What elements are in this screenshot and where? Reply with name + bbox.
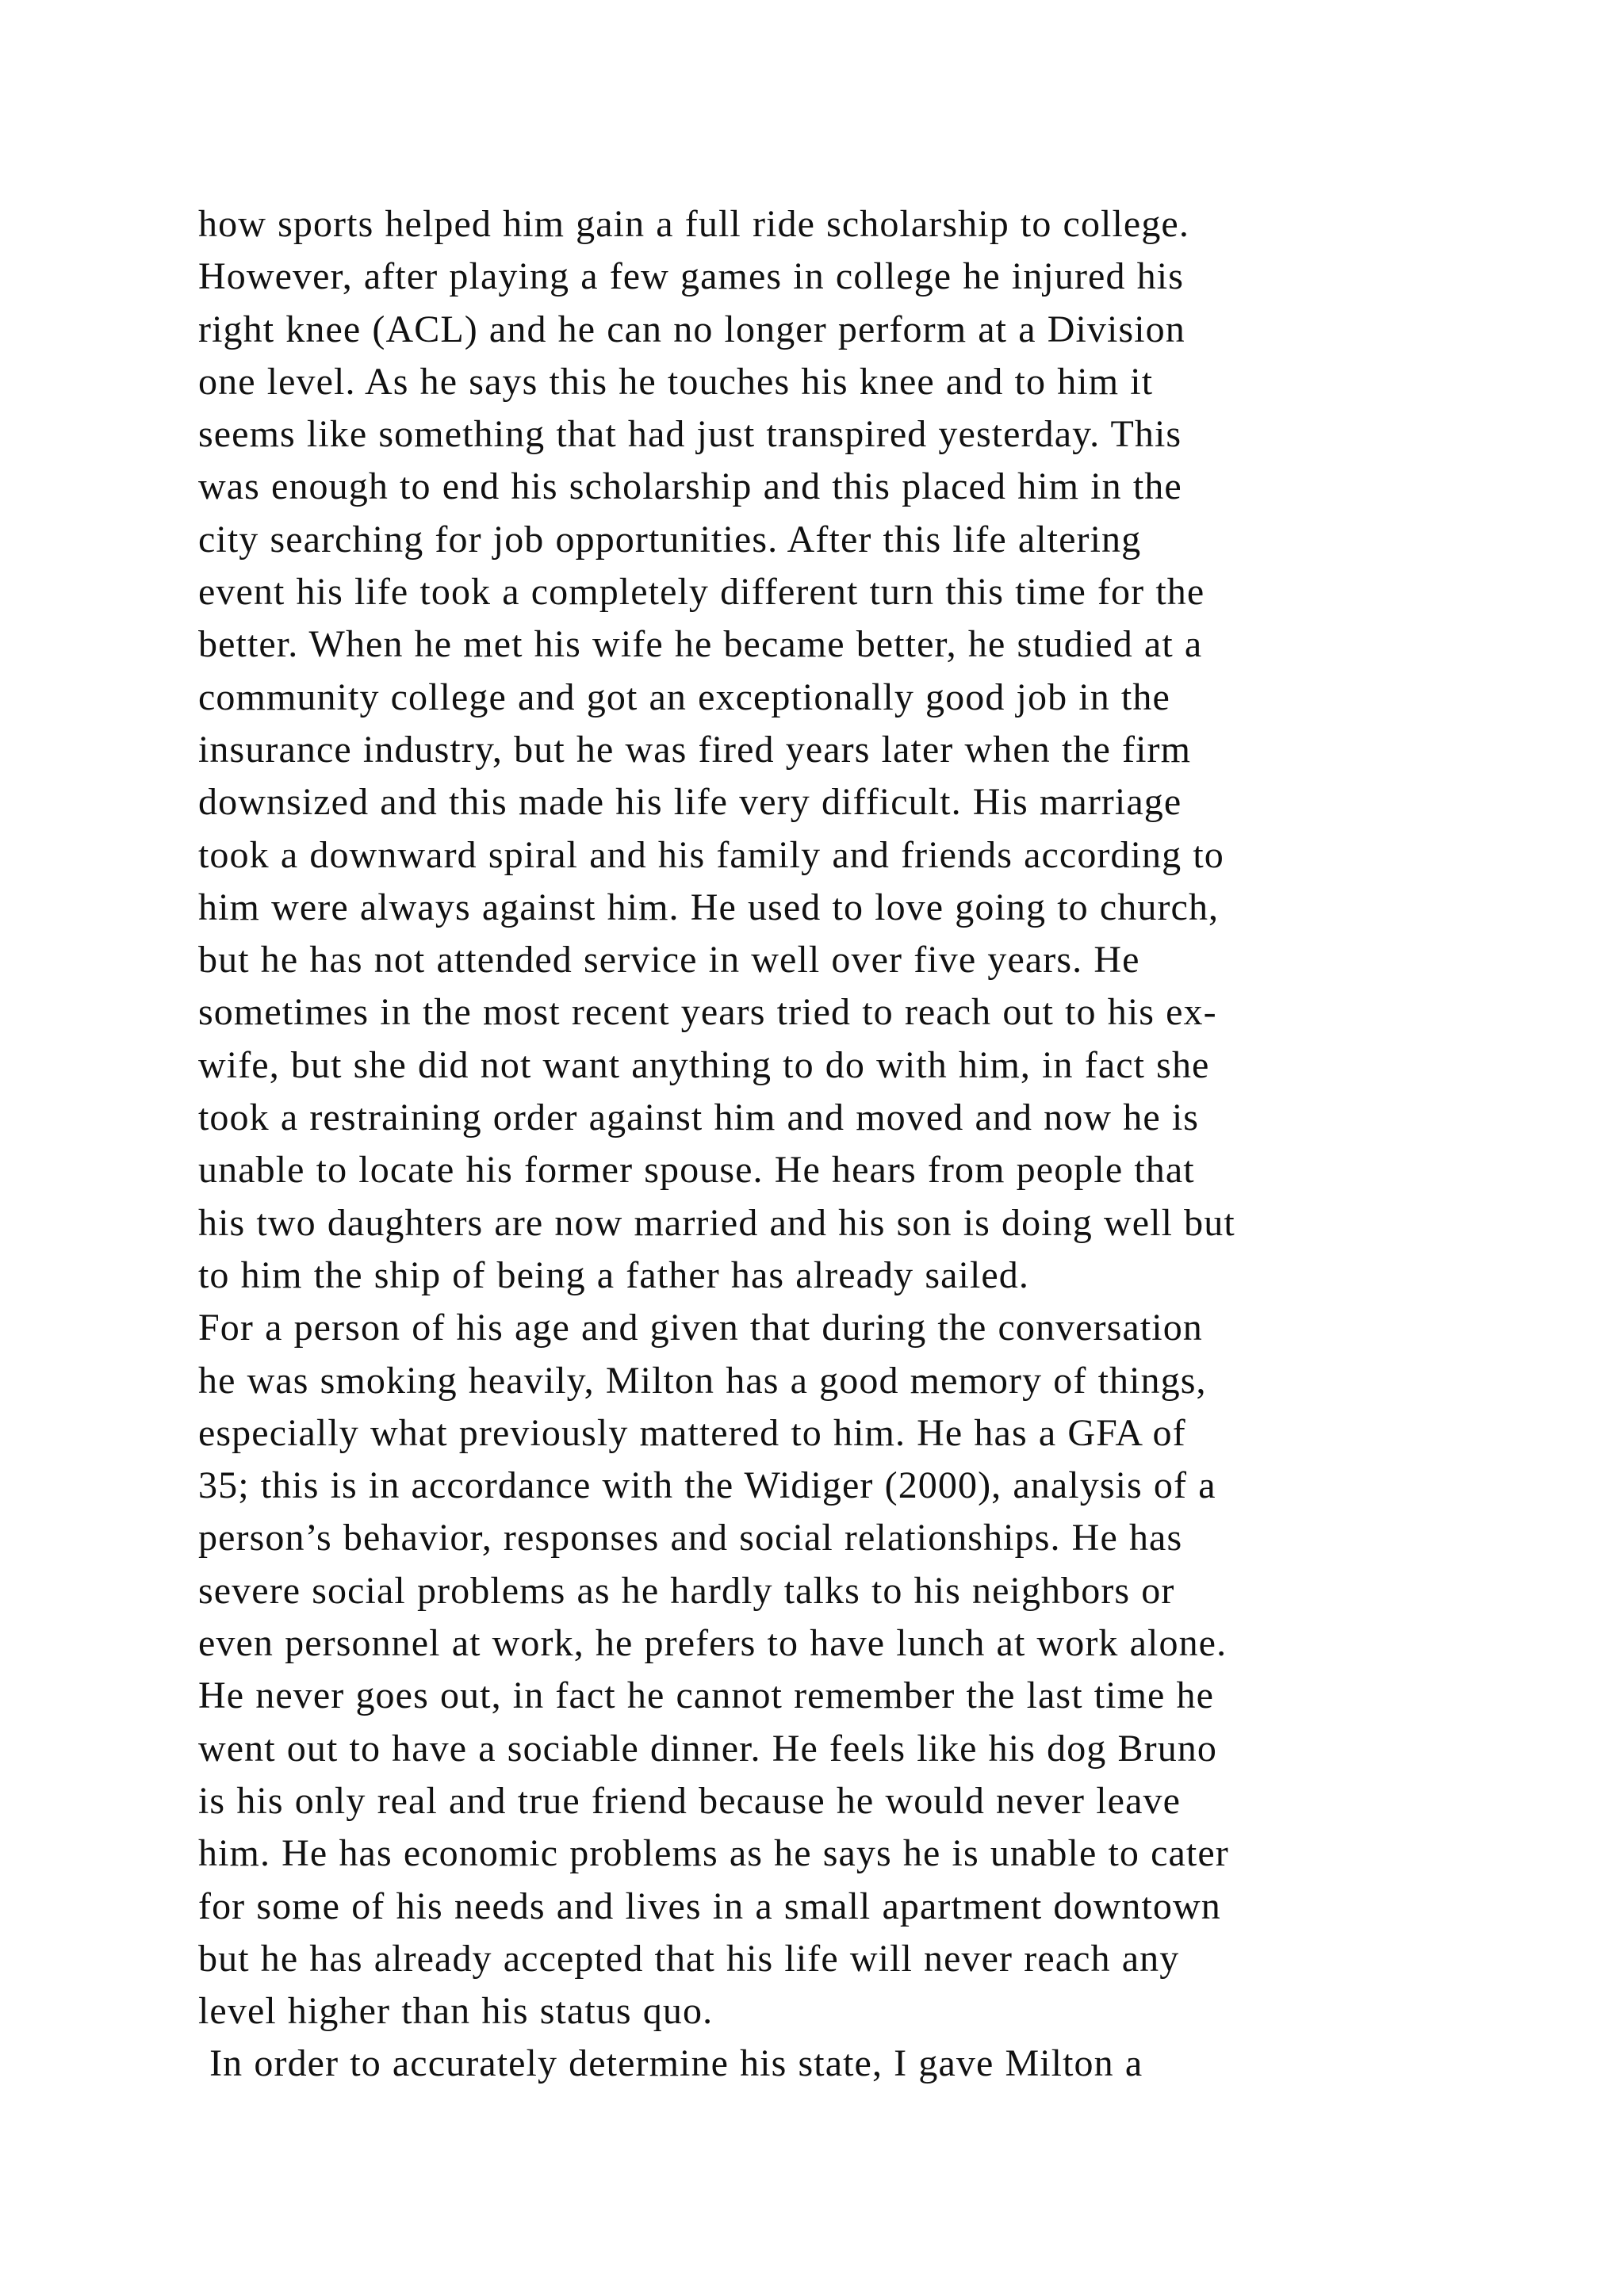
text-line: is his only real and true friend because he would never leave xyxy=(198,1779,1181,1822)
text-line: level higher than his status quo. xyxy=(198,1990,714,2033)
text-line: city searching for job opportunities. After this life altering xyxy=(198,518,1142,561)
text-line: wife, but she did not want anything to do with him, in fact she xyxy=(198,1043,1210,1086)
text-line: took a downward spiral and his family and friends according to xyxy=(198,833,1224,876)
text-line: especially what previously mattered to him. He has a GFA of xyxy=(198,1411,1186,1454)
text-line: community college and got an exceptionally good job in the xyxy=(198,675,1170,718)
text-line: to him the ship of being a father has already sailed. xyxy=(198,1253,1029,1296)
text-line: In order to accurately determine his state, I gave Milton a xyxy=(198,2042,1143,2085)
text-line: seems like something that had just transpired yesterday. This xyxy=(198,413,1182,456)
body-text xyxy=(198,198,1467,2091)
text-line: 35; this is in accordance with the Widiger (2000), analysis of a xyxy=(198,1464,1216,1507)
text-line: for some of his needs and lives in a small apartment downtown xyxy=(198,1885,1221,1927)
text-line: took a restraining order against him and moved and now he is xyxy=(198,1096,1200,1139)
text-line: He never goes out, in fact he cannot remember the last time he xyxy=(198,1674,1215,1717)
text-line: unable to locate his former spouse. He hears from people that xyxy=(198,1149,1195,1192)
text-line: him. He has economic problems as he says he is unable to cater xyxy=(198,1832,1229,1875)
text-line: him were always against him. He used to love going to church, xyxy=(198,886,1220,928)
text-line: but he has not attended service in well over five years. He xyxy=(198,939,1140,982)
text-line: For a person of his age and given that during the conversation xyxy=(198,1307,1203,1349)
text-line: downsized and this made his life very difficult. His marriage xyxy=(198,781,1182,824)
text-line: However, after playing a few games in college he injured his xyxy=(198,255,1184,298)
text-line: insurance industry, but he was fired years later when the firm xyxy=(198,728,1192,771)
text-line: was enough to end his scholarship and this placed him in the xyxy=(198,465,1182,508)
text-line: his two daughters are now married and his son is doing well but xyxy=(198,1201,1235,1244)
text-line: but he has already accepted that his life will never reach any xyxy=(198,1937,1180,1980)
text-line: even personnel at work, he prefers to have lunch at work alone. xyxy=(198,1622,1228,1665)
text-line: went out to have a sociable dinner. He feels like his dog Bruno xyxy=(198,1727,1218,1770)
text-line: right knee (ACL) and he can no longer perform at a Division xyxy=(198,308,1185,350)
text-line: better. When he met his wife he became better, he studied at a xyxy=(198,623,1203,666)
text-line: sometimes in the most recent years tried to reach out to his ex- xyxy=(198,991,1217,1034)
text-line: one level. As he says this he touches his knee and to him it xyxy=(198,360,1154,403)
text-line: he was smoking heavily, Milton has a good memory of things, xyxy=(198,1359,1207,1402)
text-line: how sports helped him gain a full ride scholarship to college. xyxy=(198,203,1189,245)
text-line: person’s behavior, responses and social relationships. He has xyxy=(198,1517,1183,1559)
text-line: event his life took a completely different turn this time for the xyxy=(198,571,1205,614)
text-line: severe social problems as he hardly talks to his neighbors or xyxy=(198,1569,1175,1612)
